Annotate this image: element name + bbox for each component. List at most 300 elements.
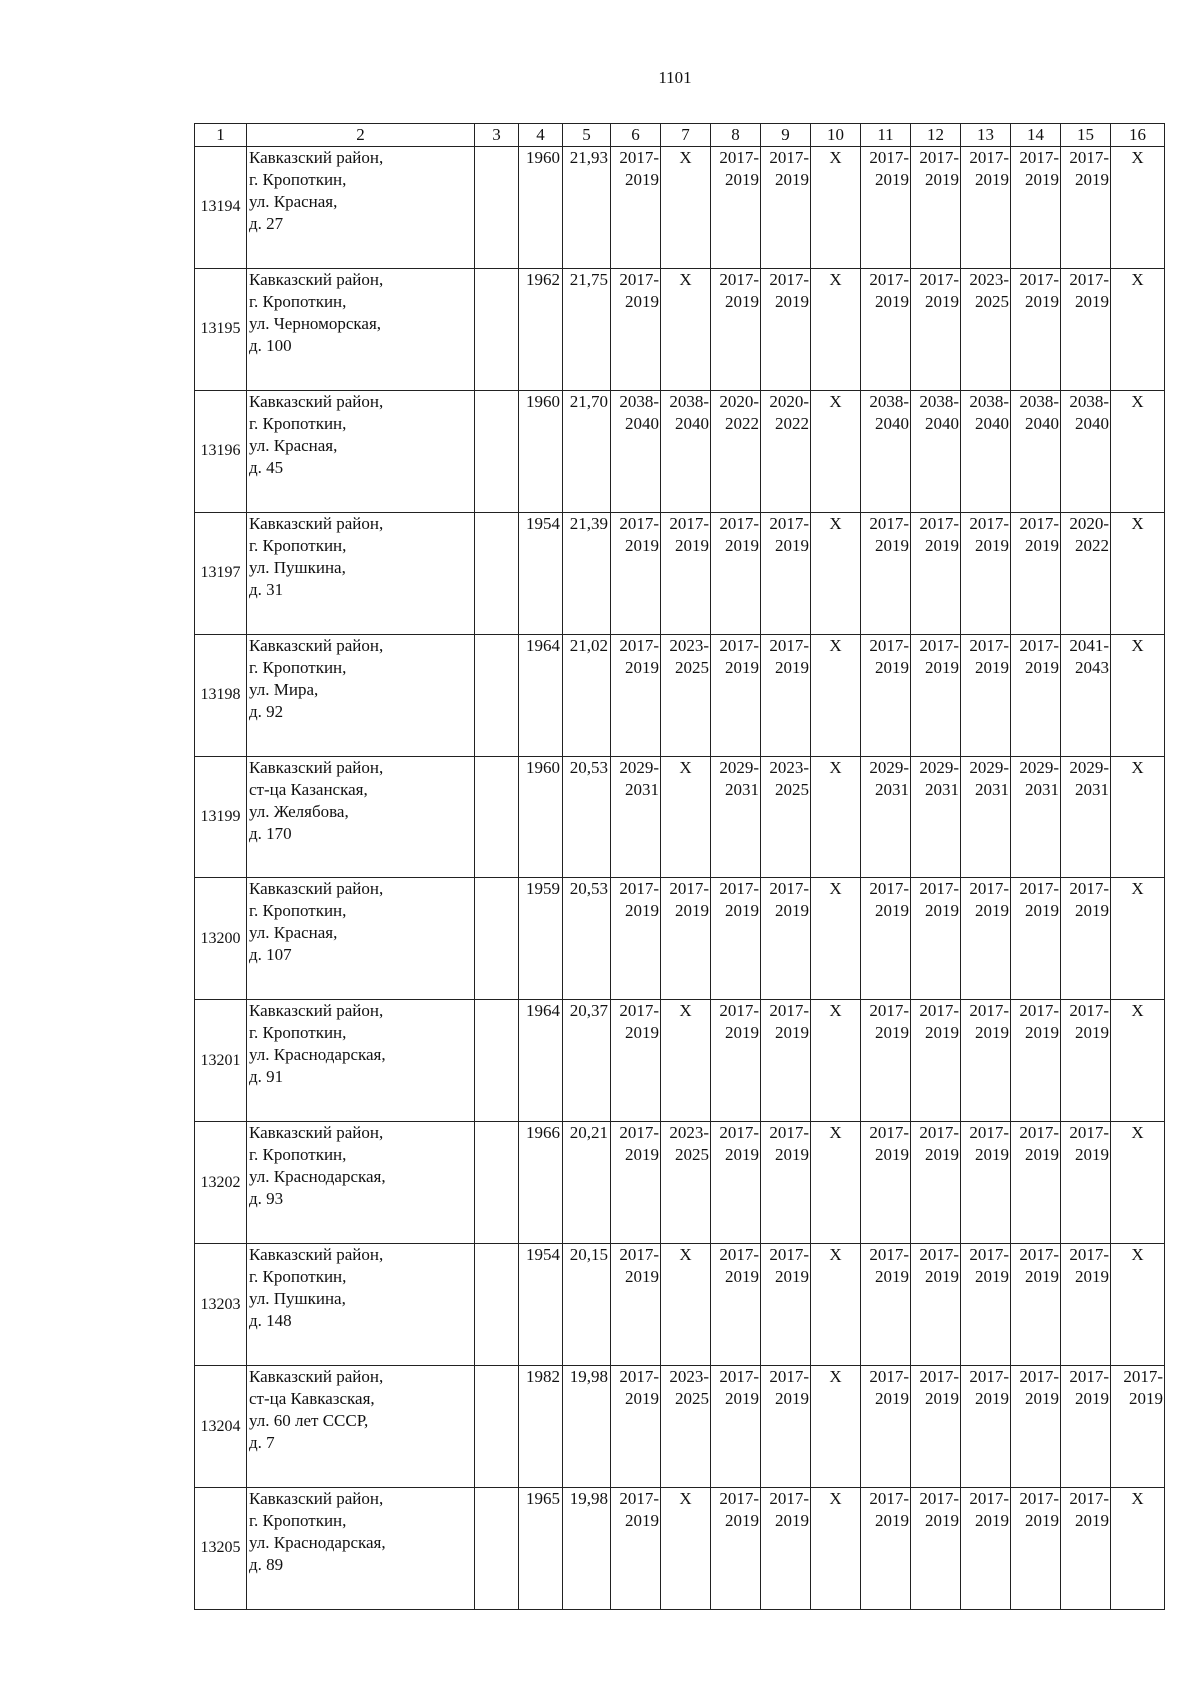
period-start: 2017-	[719, 1367, 759, 1387]
period-cell-col-9	[761, 634, 811, 756]
period-start: 2017-	[719, 635, 759, 655]
column-3-cell	[475, 147, 519, 269]
period-end: 2019	[775, 901, 809, 921]
period-start: 2017-	[1069, 1123, 1109, 1143]
period-start: 2017-	[1019, 148, 1059, 167]
column-header-15: 15	[1061, 124, 1111, 147]
not-applicable-mark: X	[829, 635, 842, 655]
period-cell-col-7	[661, 878, 711, 1000]
column-3-cell	[475, 1122, 519, 1244]
period-start: 2017-	[719, 269, 759, 289]
period-cell-col-9	[761, 1487, 811, 1609]
area-cell: 20,53	[563, 756, 611, 878]
period-end: 2022	[725, 413, 759, 433]
period-start: 2017-	[1019, 1123, 1059, 1143]
area-cell: 21,02	[563, 634, 611, 756]
period-cell-col-16	[1111, 756, 1165, 878]
period-start: 2038-	[869, 391, 909, 411]
period-end: 2019	[875, 1145, 909, 1165]
period-start: 2041-	[1069, 635, 1109, 655]
period-end: 2040	[875, 413, 909, 433]
period-end: 2019	[775, 1023, 809, 1043]
not-applicable-mark: X	[829, 513, 842, 533]
period-cell-col-9	[761, 1122, 811, 1244]
period-end: 2019	[775, 291, 809, 311]
period-end: 2019	[975, 1267, 1009, 1287]
address-line: ул. Пушкина,	[249, 557, 346, 577]
period-cell-col-15	[1061, 756, 1111, 878]
period-end: 2019	[875, 170, 909, 189]
period-cell-col-9	[761, 1366, 811, 1488]
period-start: 2017-	[769, 1367, 809, 1387]
period-end: 2040	[625, 413, 659, 433]
column-header-13: 13	[961, 124, 1011, 147]
period-end: 2019	[975, 1023, 1009, 1043]
address-line: ул. Пушкина,	[249, 1289, 346, 1309]
period-end: 2019	[925, 1145, 959, 1165]
period-cell-col-10	[811, 756, 861, 878]
period-cell-col-10	[811, 147, 861, 269]
period-cell-col-11	[861, 512, 911, 634]
address-line: г. Кропоткин,	[249, 1023, 347, 1043]
period-end: 2031	[975, 779, 1009, 799]
period-cell-col-11	[861, 390, 911, 512]
address-line: г. Кропоткин,	[249, 535, 347, 555]
period-cell-col-10	[811, 390, 861, 512]
address-cell	[247, 878, 475, 1000]
period-end: 2019	[725, 1023, 759, 1043]
address-line: Кавказский район,	[249, 1488, 384, 1508]
period-end: 2019	[925, 1023, 959, 1043]
row-number-cell: 13194	[195, 147, 247, 269]
period-cell-col-15	[1061, 634, 1111, 756]
address-cell	[247, 390, 475, 512]
not-applicable-mark: X	[679, 1245, 692, 1265]
not-applicable-mark: X	[1131, 635, 1144, 655]
column-3-cell	[475, 512, 519, 634]
column-3-cell	[475, 878, 519, 1000]
period-start: 2023-	[769, 757, 809, 777]
year-cell: 1982	[519, 1366, 563, 1488]
period-start: 2017-	[619, 148, 659, 167]
period-end: 2019	[1025, 535, 1059, 555]
period-cell-col-15	[1061, 878, 1111, 1000]
period-end: 2019	[1075, 1510, 1109, 1530]
period-end: 2019	[725, 291, 759, 311]
period-end: 2019	[775, 1145, 809, 1165]
address-line: ул. Красная,	[249, 435, 338, 455]
address-cell	[247, 1000, 475, 1122]
not-applicable-mark: X	[1131, 513, 1144, 533]
period-start: 2023-	[969, 269, 1009, 289]
period-cell-col-10	[811, 1366, 861, 1488]
period-cell-col-16	[1111, 1000, 1165, 1122]
period-start: 2017-	[919, 1367, 959, 1387]
period-start: 2017-	[619, 1001, 659, 1021]
address-line: ст-ца Казанская,	[249, 779, 368, 799]
address-line: д. 170	[249, 823, 292, 843]
period-end: 2019	[975, 170, 1009, 189]
address-cell	[247, 512, 475, 634]
address-line: ул. 60 лет СССР,	[249, 1411, 369, 1431]
period-start: 2038-	[969, 391, 1009, 411]
period-cell-col-12	[911, 756, 961, 878]
period-end: 2019	[1075, 1389, 1109, 1409]
year-cell: 1966	[519, 1122, 563, 1244]
not-applicable-mark: X	[1131, 1123, 1144, 1143]
period-cell-col-9	[761, 756, 811, 878]
period-cell-col-8	[711, 756, 761, 878]
period-end: 2019	[925, 901, 959, 921]
period-cell-col-9	[761, 390, 811, 512]
period-end: 2019	[925, 1267, 959, 1287]
table-row	[195, 1487, 1165, 1609]
address-line: г. Кропоткин,	[249, 1145, 347, 1165]
period-cell-col-12	[911, 390, 961, 512]
period-start: 2017-	[1123, 1367, 1163, 1387]
period-end: 2040	[675, 413, 709, 433]
address-line: ул. Краснодарская,	[249, 1532, 386, 1552]
period-cell-col-11	[861, 878, 911, 1000]
not-applicable-mark: X	[1131, 1488, 1144, 1508]
table-row	[195, 756, 1165, 878]
period-cell-col-8	[711, 268, 761, 390]
period-cell-col-15	[1061, 147, 1111, 269]
address-line: д. 89	[249, 1554, 284, 1574]
period-end: 2019	[875, 1389, 909, 1409]
period-end: 2025	[675, 1389, 709, 1409]
year-cell: 1954	[519, 512, 563, 634]
address-line: ул. Мира,	[249, 679, 319, 699]
period-start: 2017-	[719, 513, 759, 533]
period-end: 2019	[875, 1267, 909, 1287]
address-cell	[247, 147, 475, 269]
column-header-9: 9	[761, 124, 811, 147]
period-cell-col-8	[711, 878, 761, 1000]
period-end: 2019	[1075, 1145, 1109, 1165]
row-number-cell: 13201	[195, 1000, 247, 1122]
period-start: 2017-	[869, 269, 909, 289]
period-end: 2019	[1075, 170, 1109, 189]
period-cell-col-11	[861, 1000, 911, 1122]
period-end: 2019	[625, 1023, 659, 1043]
table-row	[195, 1366, 1165, 1488]
column-header-3: 3	[475, 124, 519, 147]
period-end: 2019	[625, 291, 659, 311]
period-end: 2040	[1075, 413, 1109, 433]
period-end: 2025	[975, 291, 1009, 311]
period-start: 2017-	[1019, 635, 1059, 655]
address-line: Кавказский район,	[249, 1367, 384, 1387]
period-cell-col-13	[961, 1122, 1011, 1244]
period-end: 2019	[925, 535, 959, 555]
period-cell-col-7	[661, 1244, 711, 1366]
table-row	[195, 268, 1165, 390]
not-applicable-mark: X	[679, 148, 692, 167]
period-start: 2017-	[1069, 1367, 1109, 1387]
year-cell: 1960	[519, 390, 563, 512]
table-header-row	[195, 124, 1165, 147]
period-start: 2017-	[669, 879, 709, 899]
period-end: 2019	[925, 170, 959, 189]
period-start: 2017-	[919, 148, 959, 167]
row-number-cell: 13196	[195, 390, 247, 512]
period-end: 2019	[725, 1267, 759, 1287]
period-cell-col-16	[1111, 268, 1165, 390]
column-3-cell	[475, 268, 519, 390]
address-line: ст-ца Кавказская,	[249, 1389, 375, 1409]
period-cell-col-14	[1011, 634, 1061, 756]
period-end: 2019	[775, 1389, 809, 1409]
period-cell-col-12	[911, 634, 961, 756]
year-cell: 1960	[519, 756, 563, 878]
period-cell-col-12	[911, 878, 961, 1000]
period-cell-col-13	[961, 1244, 1011, 1366]
page-number: 1101	[658, 68, 692, 87]
period-cell-col-10	[811, 878, 861, 1000]
row-number-cell: 13202	[195, 1122, 247, 1244]
period-end: 2019	[875, 1023, 909, 1043]
address-line: г. Кропоткин,	[249, 1267, 347, 1287]
period-start: 2017-	[769, 1123, 809, 1143]
period-end: 2025	[775, 779, 809, 799]
period-start: 2023-	[669, 1123, 709, 1143]
period-cell-col-13	[961, 1000, 1011, 1122]
period-cell-col-14	[1011, 1487, 1061, 1609]
period-start: 2017-	[619, 635, 659, 655]
period-cell-col-6	[611, 1000, 661, 1122]
period-end: 2019	[725, 535, 759, 555]
period-start: 2017-	[669, 513, 709, 533]
period-start: 2017-	[869, 635, 909, 655]
period-start: 2017-	[619, 1488, 659, 1508]
period-end: 2040	[925, 413, 959, 433]
period-start: 2017-	[869, 879, 909, 899]
table-row	[195, 390, 1165, 512]
row-number-cell: 13204	[195, 1366, 247, 1488]
not-applicable-mark: X	[1131, 269, 1144, 289]
period-end: 2019	[675, 901, 709, 921]
period-cell-col-10	[811, 268, 861, 390]
column-header-11: 11	[861, 124, 911, 147]
period-cell-col-13	[961, 756, 1011, 878]
period-end: 2019	[975, 901, 1009, 921]
period-start: 2017-	[769, 513, 809, 533]
period-end: 2019	[1025, 657, 1059, 677]
area-cell: 20,21	[563, 1122, 611, 1244]
address-line: ул. Красная,	[249, 192, 338, 211]
period-end: 2019	[625, 1145, 659, 1165]
period-start: 2017-	[769, 1001, 809, 1021]
table-row	[195, 1122, 1165, 1244]
period-end: 2019	[725, 1389, 759, 1409]
period-start: 2020-	[719, 391, 759, 411]
period-start: 2017-	[869, 1001, 909, 1021]
period-cell-col-16	[1111, 390, 1165, 512]
address-line: ул. Красная,	[249, 923, 338, 943]
row-number-cell: 13198	[195, 634, 247, 756]
period-cell-col-12	[911, 1122, 961, 1244]
period-cell-col-8	[711, 634, 761, 756]
period-end: 2019	[1075, 1267, 1109, 1287]
year-cell: 1965	[519, 1487, 563, 1609]
period-cell-col-10	[811, 634, 861, 756]
address-line: ул. Черноморская,	[249, 313, 382, 333]
period-cell-col-8	[711, 1122, 761, 1244]
period-start: 2029-	[1069, 757, 1109, 777]
period-cell-col-12	[911, 268, 961, 390]
column-3-cell	[475, 1366, 519, 1488]
column-header-6: 6	[611, 124, 661, 147]
table-body	[195, 147, 1165, 1610]
not-applicable-mark: X	[829, 879, 842, 899]
area-cell: 21,39	[563, 512, 611, 634]
period-end: 2019	[725, 1145, 759, 1165]
row-number-cell: 13197	[195, 512, 247, 634]
registry-table	[194, 123, 1165, 1610]
address-cell	[247, 1122, 475, 1244]
period-cell-col-7	[661, 390, 711, 512]
period-end: 2031	[925, 779, 959, 799]
address-line: Кавказский район,	[249, 757, 384, 777]
period-cell-col-6	[611, 878, 661, 1000]
period-start: 2020-	[769, 391, 809, 411]
period-cell-col-13	[961, 1366, 1011, 1488]
address-line: г. Кропоткин,	[249, 657, 347, 677]
period-end: 2019	[1025, 901, 1059, 921]
not-applicable-mark: X	[829, 1488, 842, 1508]
period-start: 2017-	[719, 1488, 759, 1508]
address-line: г. Кропоткин,	[249, 413, 347, 433]
period-end: 2019	[1025, 170, 1059, 189]
period-start: 2017-	[1019, 1488, 1059, 1508]
period-end: 2019	[775, 170, 809, 189]
period-cell-col-10	[811, 1000, 861, 1122]
period-cell-col-14	[1011, 878, 1061, 1000]
period-cell-col-15	[1061, 1366, 1111, 1488]
period-cell-col-15	[1061, 1000, 1111, 1122]
period-end: 2019	[1025, 1510, 1059, 1530]
period-cell-col-7	[661, 634, 711, 756]
period-cell-col-14	[1011, 1000, 1061, 1122]
period-cell-col-16	[1111, 1487, 1165, 1609]
period-end: 2019	[975, 1145, 1009, 1165]
period-cell-col-15	[1061, 512, 1111, 634]
period-cell-col-16	[1111, 147, 1165, 269]
period-cell-col-16	[1111, 634, 1165, 756]
period-end: 2019	[625, 1510, 659, 1530]
area-cell: 20,15	[563, 1244, 611, 1366]
column-header-2: 2	[247, 124, 475, 147]
period-cell-col-6	[611, 512, 661, 634]
period-cell-col-14	[1011, 1244, 1061, 1366]
period-start: 2023-	[669, 635, 709, 655]
period-start: 2017-	[869, 148, 909, 167]
period-end: 2031	[625, 779, 659, 799]
period-end: 2019	[625, 1389, 659, 1409]
address-line: Кавказский район,	[249, 1245, 384, 1265]
period-cell-col-6	[611, 756, 661, 878]
period-cell-col-11	[861, 1366, 911, 1488]
period-end: 2019	[775, 657, 809, 677]
period-start: 2017-	[969, 1123, 1009, 1143]
address-cell	[247, 1487, 475, 1609]
period-start: 2017-	[769, 1488, 809, 1508]
address-cell	[247, 268, 475, 390]
period-end: 2019	[875, 535, 909, 555]
address-line: Кавказский район,	[249, 148, 384, 167]
period-cell-col-6	[611, 634, 661, 756]
address-line: д. 31	[249, 579, 284, 599]
period-end: 2019	[875, 291, 909, 311]
address-line: Кавказский район,	[249, 1123, 384, 1143]
period-end: 2019	[725, 657, 759, 677]
year-cell: 1964	[519, 634, 563, 756]
table-row	[195, 512, 1165, 634]
address-line: Кавказский район,	[249, 879, 384, 899]
period-end: 2019	[1075, 901, 1109, 921]
not-applicable-mark: X	[679, 757, 692, 777]
period-start: 2017-	[769, 269, 809, 289]
period-cell-col-7	[661, 1000, 711, 1122]
period-start: 2017-	[1019, 1367, 1059, 1387]
period-cell-col-9	[761, 147, 811, 269]
period-end: 2022	[1075, 535, 1109, 555]
column-3-cell	[475, 756, 519, 878]
period-cell-col-16	[1111, 1244, 1165, 1366]
column-header-12: 12	[911, 124, 961, 147]
period-end: 2040	[975, 413, 1009, 433]
address-line: ул. Краснодарская,	[249, 1045, 386, 1065]
period-start: 2017-	[1069, 1488, 1109, 1508]
period-start: 2029-	[619, 757, 659, 777]
period-start: 2017-	[919, 1488, 959, 1508]
period-start: 2029-	[919, 757, 959, 777]
address-cell	[247, 756, 475, 878]
period-end: 2019	[875, 657, 909, 677]
period-cell-col-7	[661, 512, 711, 634]
period-cell-col-13	[961, 390, 1011, 512]
not-applicable-mark: X	[829, 1001, 842, 1021]
period-cell-col-7	[661, 1487, 711, 1609]
address-line: г. Кропоткин,	[249, 901, 347, 921]
period-start: 2029-	[719, 757, 759, 777]
period-start: 2017-	[919, 879, 959, 899]
period-end: 2019	[1025, 291, 1059, 311]
period-end: 2019	[875, 1510, 909, 1530]
row-number-cell: 13203	[195, 1244, 247, 1366]
period-cell-col-7	[661, 1122, 711, 1244]
period-start: 2029-	[1019, 757, 1059, 777]
period-cell-col-11	[861, 756, 911, 878]
period-start: 2038-	[1019, 391, 1059, 411]
period-end: 2040	[1025, 413, 1059, 433]
table-row	[195, 1000, 1165, 1122]
period-end: 2031	[1075, 779, 1109, 799]
column-header-4: 4	[519, 124, 563, 147]
period-cell-col-8	[711, 390, 761, 512]
period-cell-col-12	[911, 512, 961, 634]
not-applicable-mark: X	[679, 269, 692, 289]
period-cell-col-13	[961, 512, 1011, 634]
period-end: 2019	[775, 535, 809, 555]
period-cell-col-6	[611, 147, 661, 269]
area-cell: 21,93	[563, 147, 611, 269]
period-start: 2017-	[769, 635, 809, 655]
period-cell-col-13	[961, 147, 1011, 269]
period-start: 2017-	[919, 1245, 959, 1265]
period-start: 2020-	[1069, 513, 1109, 533]
